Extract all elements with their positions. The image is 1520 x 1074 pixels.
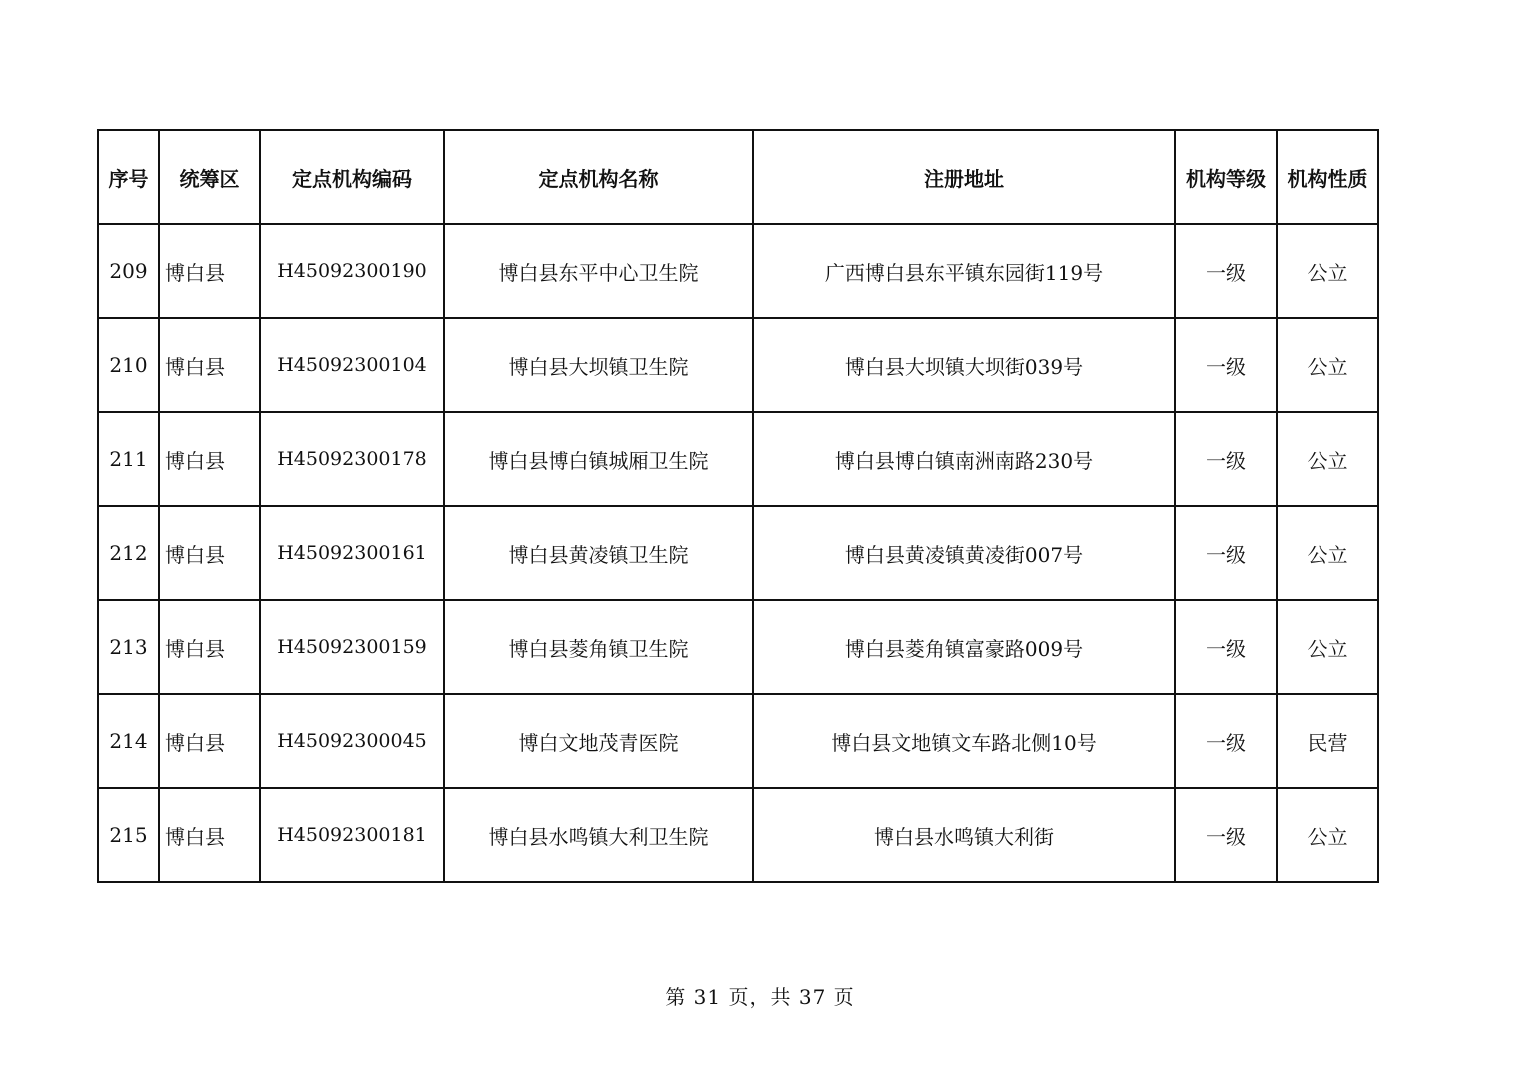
cell-type: 公立 (1277, 788, 1378, 882)
cell-region: 博白县 (159, 600, 260, 694)
cell-level: 一级 (1175, 506, 1277, 600)
cell-name: 博白县博白镇城厢卫生院 (444, 412, 753, 506)
cell-name: 博白县大坝镇卫生院 (444, 318, 753, 412)
page-number-text: 第 31 页，共 37 页 (665, 985, 855, 1009)
header-name: 定点机构名称 (444, 130, 753, 224)
institution-table (97, 129, 1379, 883)
cell-address: 博白县黄凌镇黄凌街007号 (753, 506, 1175, 600)
cell-type: 公立 (1277, 224, 1378, 318)
cell-region: 博白县 (159, 694, 260, 788)
header-index: 序号 (98, 130, 159, 224)
cell-index: 212 (98, 506, 159, 600)
cell-region: 博白县 (159, 788, 260, 882)
cell-level: 一级 (1175, 788, 1277, 882)
cell-name: 博白县黄凌镇卫生院 (444, 506, 753, 600)
cell-type: 公立 (1277, 318, 1378, 412)
cell-region: 博白县 (159, 412, 260, 506)
cell-code: H45092300190 (260, 224, 444, 318)
cell-name: 博白文地茂青医院 (444, 694, 753, 788)
cell-region: 博白县 (159, 318, 260, 412)
table-row (98, 412, 1378, 506)
table-row (98, 694, 1378, 788)
table-row (98, 600, 1378, 694)
cell-index: 209 (98, 224, 159, 318)
cell-code: H45092300159 (260, 600, 444, 694)
header-level: 机构等级 (1175, 130, 1277, 224)
cell-code: H45092300181 (260, 788, 444, 882)
cell-address: 博白县菱角镇富豪路009号 (753, 600, 1175, 694)
table-row (98, 506, 1378, 600)
cell-region: 博白县 (159, 224, 260, 318)
cell-type: 公立 (1277, 506, 1378, 600)
header-type: 机构性质 (1277, 130, 1378, 224)
cell-address: 博白县博白镇南洲南路230号 (753, 412, 1175, 506)
cell-index: 210 (98, 318, 159, 412)
table-header-row (98, 130, 1378, 224)
cell-name: 博白县菱角镇卫生院 (444, 600, 753, 694)
cell-region: 博白县 (159, 506, 260, 600)
cell-address: 博白县文地镇文车路北侧10号 (753, 694, 1175, 788)
header-address: 注册地址 (753, 130, 1175, 224)
cell-level: 一级 (1175, 600, 1277, 694)
cell-name: 博白县东平中心卫生院 (444, 224, 753, 318)
table-row (98, 318, 1378, 412)
cell-code: H45092300045 (260, 694, 444, 788)
cell-level: 一级 (1175, 412, 1277, 506)
cell-code: H45092300178 (260, 412, 444, 506)
cell-index: 213 (98, 600, 159, 694)
cell-level: 一级 (1175, 318, 1277, 412)
page-footer (0, 981, 1520, 1010)
header-region: 统筹区 (159, 130, 260, 224)
cell-code: H45092300161 (260, 506, 444, 600)
cell-code: H45092300104 (260, 318, 444, 412)
table-row (98, 224, 1378, 318)
cell-index: 215 (98, 788, 159, 882)
cell-address: 广西博白县东平镇东园街119号 (753, 224, 1175, 318)
cell-address: 博白县水鸣镇大利街 (753, 788, 1175, 882)
cell-name: 博白县水鸣镇大利卫生院 (444, 788, 753, 882)
cell-index: 211 (98, 412, 159, 506)
table-row (98, 788, 1378, 882)
cell-index: 214 (98, 694, 159, 788)
cell-level: 一级 (1175, 694, 1277, 788)
header-code: 定点机构编码 (260, 130, 444, 224)
cell-address: 博白县大坝镇大坝街039号 (753, 318, 1175, 412)
cell-type: 公立 (1277, 412, 1378, 506)
cell-level: 一级 (1175, 224, 1277, 318)
cell-type: 民营 (1277, 694, 1378, 788)
cell-type: 公立 (1277, 600, 1378, 694)
